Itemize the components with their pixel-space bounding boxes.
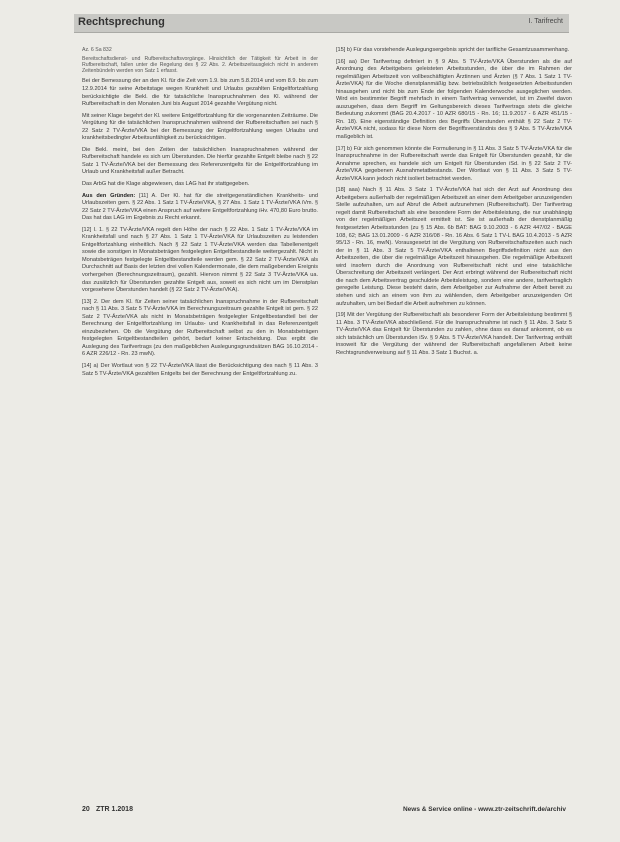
paragraph: [15] b) Für das vorstehende Auslegungsergebnis spricht der tarifliche Gesamtzusammenhang. bbox=[336, 47, 570, 53]
paragraph: Mit seiner Klage begehrt der Kl. weitere Entgeltfortzahlung für die vorgenannten Zeiträume. Die Vergütung für die tatsächlichen Inanspruchnahmen während der Rufbereitschaften sei nach § 22 Satz 2 TV-Ärzte/VKA bei der Bemessung der Entgeltfortzahlung wegen Urlaubs und krankheitsbedingter Arbeitsunfähigkeit zu berücksichtigen. bbox=[82, 112, 318, 142]
page-footer bbox=[82, 806, 566, 818]
paragraph: Die Bekl. meint, bei den Zeiten der tatsächlichen Inanspruchnahmen während der Rufbereitschaft handele es sich um Überstunden. Die hierfür gezahlte Entgelt bleibe nach § 22 Satz 1 TV-Ärzte/VKA bei der Bemessung des Referenzentgelts für die Entgeltfortzahlung im Urlaub und Krankheitsfall außer Betracht. bbox=[82, 146, 318, 176]
paragraph: [19] Mit der Vergütung der Rufbereitschaft als besonderer Form der Arbeitsleistung bestimmt § 11 Abs. 3 TV-Ärzte/VKA abschließend. Für die Inanspruchnahme ist nach § 11 Abs. 3 Satz 5 TV-Ärzte/VKA das Entgelt für Überstunden zu zahlen, ohne dass es darauf ankommt, ob es sich tatsächlich um Überstunden iSv. § 9 Abs. 5 TV-Ärzte/VKA handelt. Der Tarifvertrag enthält insoweit für die Vergütung der während der Rufbereitschaft angefallenen Arbeit keine Rechtsgrundverweisung auf § 11 Abs. 3 Satz 1 Buchst. a. bbox=[336, 312, 572, 356]
page-number: 20 bbox=[82, 806, 90, 813]
page-header bbox=[74, 14, 569, 33]
online-service-link[interactable]: News & Service online - www.ztr-zeitschrift.de/archiv bbox=[402, 806, 566, 813]
paragraph: [17] b) Für sich genommen könnte die Formulierung in § 11 Abs. 3 Satz 5 TV-Ärzte/VKA für die Inanspruchnahme in der Rufbereitschaft werde das Entgelt für Überstunden gezahlt, für die Annahme sprechen, es handele sich um Entgelt für Überstunden iSd. in § 22 Satz 2 TV-Ärzte/VKA gegebenen Ausnahmetatbestands. Der Wortlaut von § 11 Abs. 3 Satz 5 TV-Ärzte/VKA kann jedoch nicht isoliert betrachtet werden. bbox=[336, 145, 572, 182]
guiding-note: Bereitschaftsdienst- und Rufbereitschaftsvorgänge. Hinsichtlich der Tätigkeit für Arbeit in der Rufbereitschaft, fallen unter die Regelung des § 22 Abs. 2. Arbeitszeitausgleich nicht in anderem Zeitenbündeln werden von Satz 1 erfasst. bbox=[82, 55, 318, 75]
right-column bbox=[336, 47, 572, 361]
grounds-lead: Aus den Gründen: bbox=[82, 192, 136, 199]
category-label: I. Tarifrecht bbox=[528, 18, 563, 25]
case-reference: Az. 6 Sa 832 bbox=[82, 47, 112, 53]
paragraph: Bei der Bemessung der an den Kl. für die Zeit vom 1.9. bis zum 5.8.2014 und vom 8.9. bis zum 12.9.2014 für seine Arbeitstage wegen Krankheit und Urlaubs gezahlten Entgeltfortzahlung berücksichtigte die Bekl. die für tatsächliche Inanspruchnahmen des Kl. während der Rufbereitschaft in den Monaten Juni bis August 2014 gezahlte Vergütung nicht. bbox=[82, 78, 318, 108]
paragraph: [12] I. 1. § 22 TV-Ärzte/VKA regelt den Höhe der nach § 22 Abs. 1 Satz 1 TV-Ärzte/VKA im Krankheitsfall und nach § 27 Abs. 1 Satz 1 TV-Ärzte/VKA für Urlaubszeiten zu leistenden Entgeltfortzahlung einheitlich. Nach § 22 Satz 1 TV-Ärzte/VKA werden das Tabellenentgelt sowie die sonstigen in Monatsbeträgen festgelegten Entgeltbestandteile weitergezahlt. Nicht in Monatsbeträgen festgelegte Entgeltbestandteile werden gem. § 22 Satz 2 TV-Ärzte/VKA als Durchschnitt auf Basis der letzten drei vollen Kalendermonate, die dem maßgebenden Ereignis vorhergehen (Berechnungszeitraum), gezahlt. Hiervon nimmt § 22 Satz 3 TV-Ärzte/VKA ua. das zusätzlich für Überstunden gezahlte Entgelt aus, soweit es sich nicht um im Dienstplan vorgesehene Überstunden handelt (§ 22 Satz 2 TV-Ärzte/VKA). bbox=[82, 226, 318, 294]
paragraph: [13] 2. Der dem Kl. für Zeiten seiner tatsächlichen Inanspruchnahme in der Rufbereitschaft nach § 11 Abs. 3 Satz 5 TV-Ärzte/VKA im Berechnungszeitraum gezahlte Entgelt ist gem. § 22 Satz 2 TV-Ärzte/VKA als nicht in Monatsbeträgen festgelegter Entgeltbestandteil bei der Berechnung der Entgeltfortzahlung im Urlaubs- und Krankheitsfall in das Referenzentgelt einzubeziehen. Ob die Vergütung der Rufbereitschaft selbst zu den in Monatsbeträgen festgelegten Entgeltbestandteilen gehört, bedarf keiner Entscheidung. Das ergibt die Auslegung des Tarifvertrags (zu den maßgeblichen Auslegungsgrundsätzen BAG 16.10.2014 - 6 AZR 226/12 - Rn. 23 mwN). bbox=[82, 298, 318, 358]
paragraph: [18] aaa) Nach § 11 Abs. 3 Satz 1 TV-Ärzte/VKA hat sich der Arzt auf Anordnung des Arbeitgebers außerhalb der regelmäßigen Arbeitszeit an einer dem Arbeitgeber anzuzeigenden Stelle aufzuhalten, um auf Abruf die Arbeit aufzunehmen (Rufbereitschaft). Der Tarifvertrag regelt damit Rufbereitschaft als eine besondere Form der Arbeitsleistung, die nur unabhängig von der regelmäßigen Arbeitszeit ermittelt ist. Sie ist außerhalb der dienstplanmäßig festgesetzten Arbeitsstunden (zu § 15 Abs. 6b BAT: BAG 9.10.2003 - 6 AZR 447/02 - BAGE 108, 62; BAG 13.01.2009 - 6 AZR 316/08 - Rn. 16 Abs. 6 Satz 1 TV-L BAG 10.4.2013 - 5 AZR 95/13 - Rn. 16, mwN). Vorausgesetzt ist die Vergütung von Rufbereitschaftszeiten auch nach der in § 11 Abs. 3 Satz 5 TV-Ärzte/VKA enthaltenen Begriffsdefinition nicht aus den Arbeitszeiten, die über die regelmäßige Arbeitszeit hinausgehen. Die regelmäßige Arbeitszeit wird insofern durch die Anordnung von Rufbereitschaft nicht und eine tatsächliche Überschreitung der Arbeitszeit verlängert. Der Arzt erbringt während der Rufbereitschaft nicht die nach dem Arbeitsvertrag geschuldete Arbeitsleistung, sondern eine andere, tarifvertraglich geregelte Leistung. Diese besteht darin, dem Arbeitgeber zur Aufnahme der Arbeit bereit zu stehen und sich an einem von ihm zu wählenden, dem Arbeitgeber anzuzeigenden Ort aufzuhalten, um bei Bedarf die Arbeit aufnehmen zu können. bbox=[336, 187, 572, 307]
section-title: Rechtsprechung bbox=[78, 16, 165, 28]
paragraph: [14] a) Der Wortlaut von § 22 TV-Ärzte/VKA lässt die Berücksichtigung des nach § 11 Abs. 3 Satz 5 TV-Ärzte/VKA gezahlten Entgelts bei der Berechnung der Entgeltfortzahlung zu. bbox=[82, 363, 318, 377]
paragraph: [16] aa) Der Tarifvertrag definiert in § 9 Abs. 5 TV-Ärzte/VKA Überstunden als die auf Anordnung des Arbeitgebers geleisteten Arbeitsstunden, die über die im Rahmen der regelmäßigen Arbeitszeit von vollbeschäftigten Ärztinnen und Ärzten (§ 7 Abs. 1 Satz 1 TV-Ärzte/VKA) für die Woche dienstplanmäßig bzw. betriebsüblich festgesetzten Arbeitsstunden hinausgehen und nicht bis zum Ende der folgenden Kalenderwoche ausgeglichen werden. Wird ein bestimmter Begriff mehrfach in einem Tarifvertrag verwendet, ist im Zweifel davon auszugehen, dass dem Begriff im Geltungsbereich dieses Tarifvertrags stets die gleiche Bedeutung zukommt (BAG 20.4.2017 - 10 AZR 680/15 - Rn. 16; 11.9.2017 - 6 AZR 451/15 - Rn. 18). Eine eigenständige Definition des Begriffs Überstunden enthält § 22 Satz 2 TV-Ärzte/VKA nicht, sodass für diese Norm der Begriffsverständnis des § 9 Abs. 5 TV-Ärzte/VKA maßgeblich ist. bbox=[336, 58, 572, 141]
paragraph: Das ArbG hat die Klage abgewiesen, das LAG hat ihr stattgegeben. bbox=[82, 181, 250, 187]
grounds-paragraph bbox=[82, 193, 318, 223]
left-column bbox=[82, 47, 318, 382]
journal-issue: ZTR 1.2018 bbox=[96, 806, 133, 813]
grounds-text: [11] A. Der Kl. hat für die streitgegenständlichen Krankheits- und Urlaubszeiten gem. § 22 Abs. 1 Satz 1 TV-Ärzte/VKA, § 27 Abs. 1 Satz 1 TV-Ärzte/VKA iVm. § 22 Satz 2 TV-Ärzte/VKA einen Anspruch auf weitere Entgeltfortzahlung iHv. 470,80 Euro brutto. Das hat das LAG im Ergebnis zu Recht erkannt. bbox=[82, 192, 318, 222]
